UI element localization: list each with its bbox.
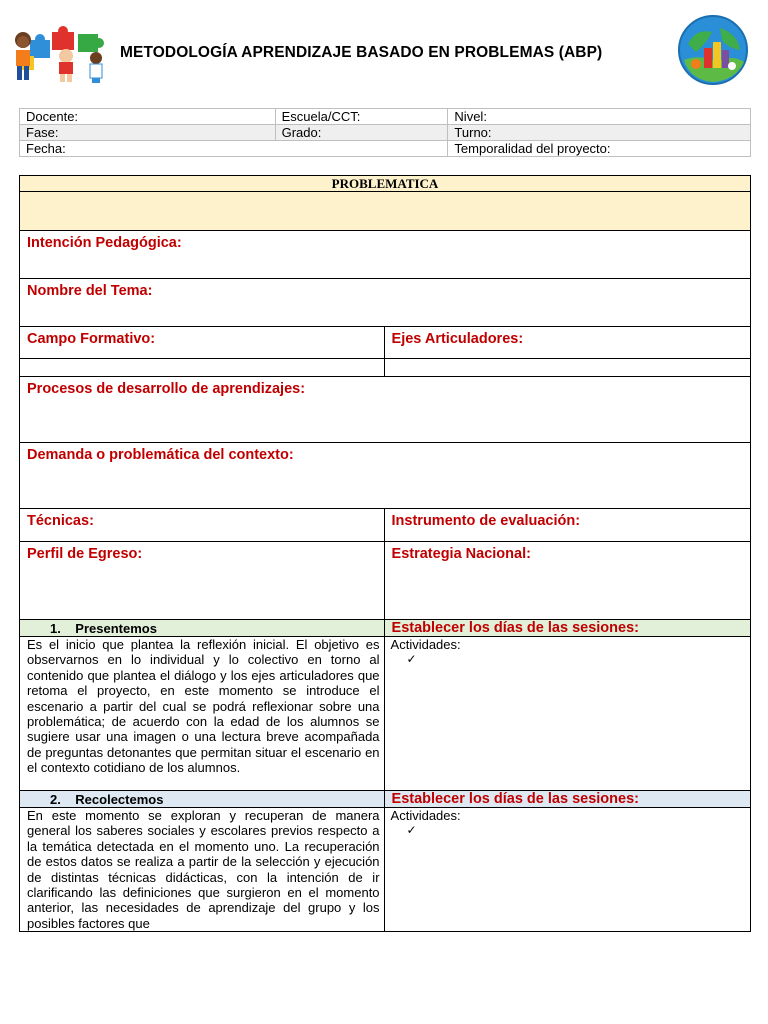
step-2-activities-label: Actividades: <box>390 808 461 823</box>
step-1-activities-cell[interactable] <box>384 637 750 791</box>
procesos-label: Procesos de desarrollo de aprendizajes: <box>27 381 306 397</box>
fecha-field[interactable]: Fecha: <box>20 141 448 157</box>
nombre-tema-field[interactable] <box>20 279 751 327</box>
page-title: METODOLOGÍA APRENDIZAJE BASADO EN PROBLEMAS (ABP) <box>120 44 603 61</box>
temporalidad-field[interactable]: Temporalidad del proyecto: <box>448 141 751 157</box>
step-2-heading <box>20 791 385 808</box>
grado-field[interactable]: Grado: <box>275 125 448 141</box>
problematica-field[interactable] <box>20 192 751 231</box>
step-2-sessions-heading <box>384 791 750 808</box>
document-header <box>0 0 768 100</box>
step-1-number: 1. <box>50 621 61 636</box>
info-table <box>19 108 751 157</box>
procesos-field[interactable] <box>20 377 751 443</box>
step-1-title: Presentemos <box>75 621 157 636</box>
campo-formativo-value[interactable] <box>20 359 385 377</box>
fase-field[interactable]: Fase: <box>20 125 276 141</box>
step-2-description: En este momento se exploran y recuperan de manera general los saberes sociales y escolares previos respecto a la temática detectada en el momento uno. La recuperación de estos datos se realiza a partir de la selección y ejecución de distintas técnicas didácticas, con la intención de ir clarificando las definiciones que surgieron en el momento anterior, las necesidades de aprendizaje del grupo y los posibles factores que <box>27 808 380 931</box>
tecnicas-field[interactable] <box>20 509 385 542</box>
problematica-heading: PROBLEMATICA <box>20 176 751 192</box>
ejes-value[interactable] <box>384 359 750 377</box>
step-1-description-cell <box>20 637 385 791</box>
step-1-sessions-label: Establecer los días de las sesiones: <box>391 620 639 636</box>
step-2-activities-cell[interactable] <box>384 808 750 932</box>
checkmark-icon: ✓ <box>406 823 417 837</box>
step-1-heading <box>20 620 385 637</box>
step-1-activities-label: Actividades: <box>390 637 461 652</box>
instrumento-label: Instrumento de evaluación: <box>391 513 581 529</box>
tecnicas-label: Técnicas: <box>27 513 94 529</box>
intencion-label: Intención Pedagógica: <box>27 235 182 251</box>
step-2-description-cell <box>20 808 385 932</box>
perfil-label: Perfil de Egreso: <box>27 546 143 562</box>
intencion-field[interactable] <box>20 231 751 279</box>
school-globe-logo <box>676 14 750 86</box>
instrumento-field[interactable] <box>384 509 750 542</box>
ejes-field[interactable] <box>384 327 750 359</box>
campo-formativo-label: Campo Formativo: <box>27 331 156 347</box>
estrategia-label: Estrategia Nacional: <box>391 546 531 562</box>
step-2-number: 2. <box>50 792 61 807</box>
turno-field[interactable]: Turno: <box>448 125 751 141</box>
step-1-sessions-heading <box>384 620 750 637</box>
demanda-field[interactable] <box>20 443 751 509</box>
nombre-tema-label: Nombre del Tema: <box>27 283 153 299</box>
perfil-field[interactable] <box>20 542 385 620</box>
estrategia-field[interactable] <box>384 542 750 620</box>
step-2-sessions-label: Establecer los días de las sesiones: <box>391 791 639 807</box>
escuela-field[interactable]: Escuela/CCT: <box>275 109 448 125</box>
checkmark-icon: ✓ <box>406 652 417 666</box>
step-2-title: Recolectemos <box>75 792 164 807</box>
children-puzzle-logo <box>8 26 112 84</box>
planning-table <box>19 175 751 932</box>
demanda-label: Demanda o problemática del contexto: <box>27 447 294 463</box>
ejes-label: Ejes Articuladores: <box>391 331 524 347</box>
campo-formativo-field[interactable] <box>20 327 385 359</box>
step-1-description: Es el inicio que plantea la reflexión inicial. El objetivo es observarnos en lo individual y lo colectivo en torno al contenido que plantea el diálogo y los ejes articuladores que retoma el proyecto, en este momento se introduce el escenario a partir del cual se podrá reflexionar sobre una problemática; de acuerdo con la edad de los alumnos se sugiere usar una imagen o una lectura breve acompañada de preguntas detonantes que permitan situar el escenario en el contexto cotidiano de los alumnos. <box>27 637 380 776</box>
docente-field[interactable]: Docente: <box>20 109 276 125</box>
nivel-field[interactable]: Nivel: <box>448 109 751 125</box>
